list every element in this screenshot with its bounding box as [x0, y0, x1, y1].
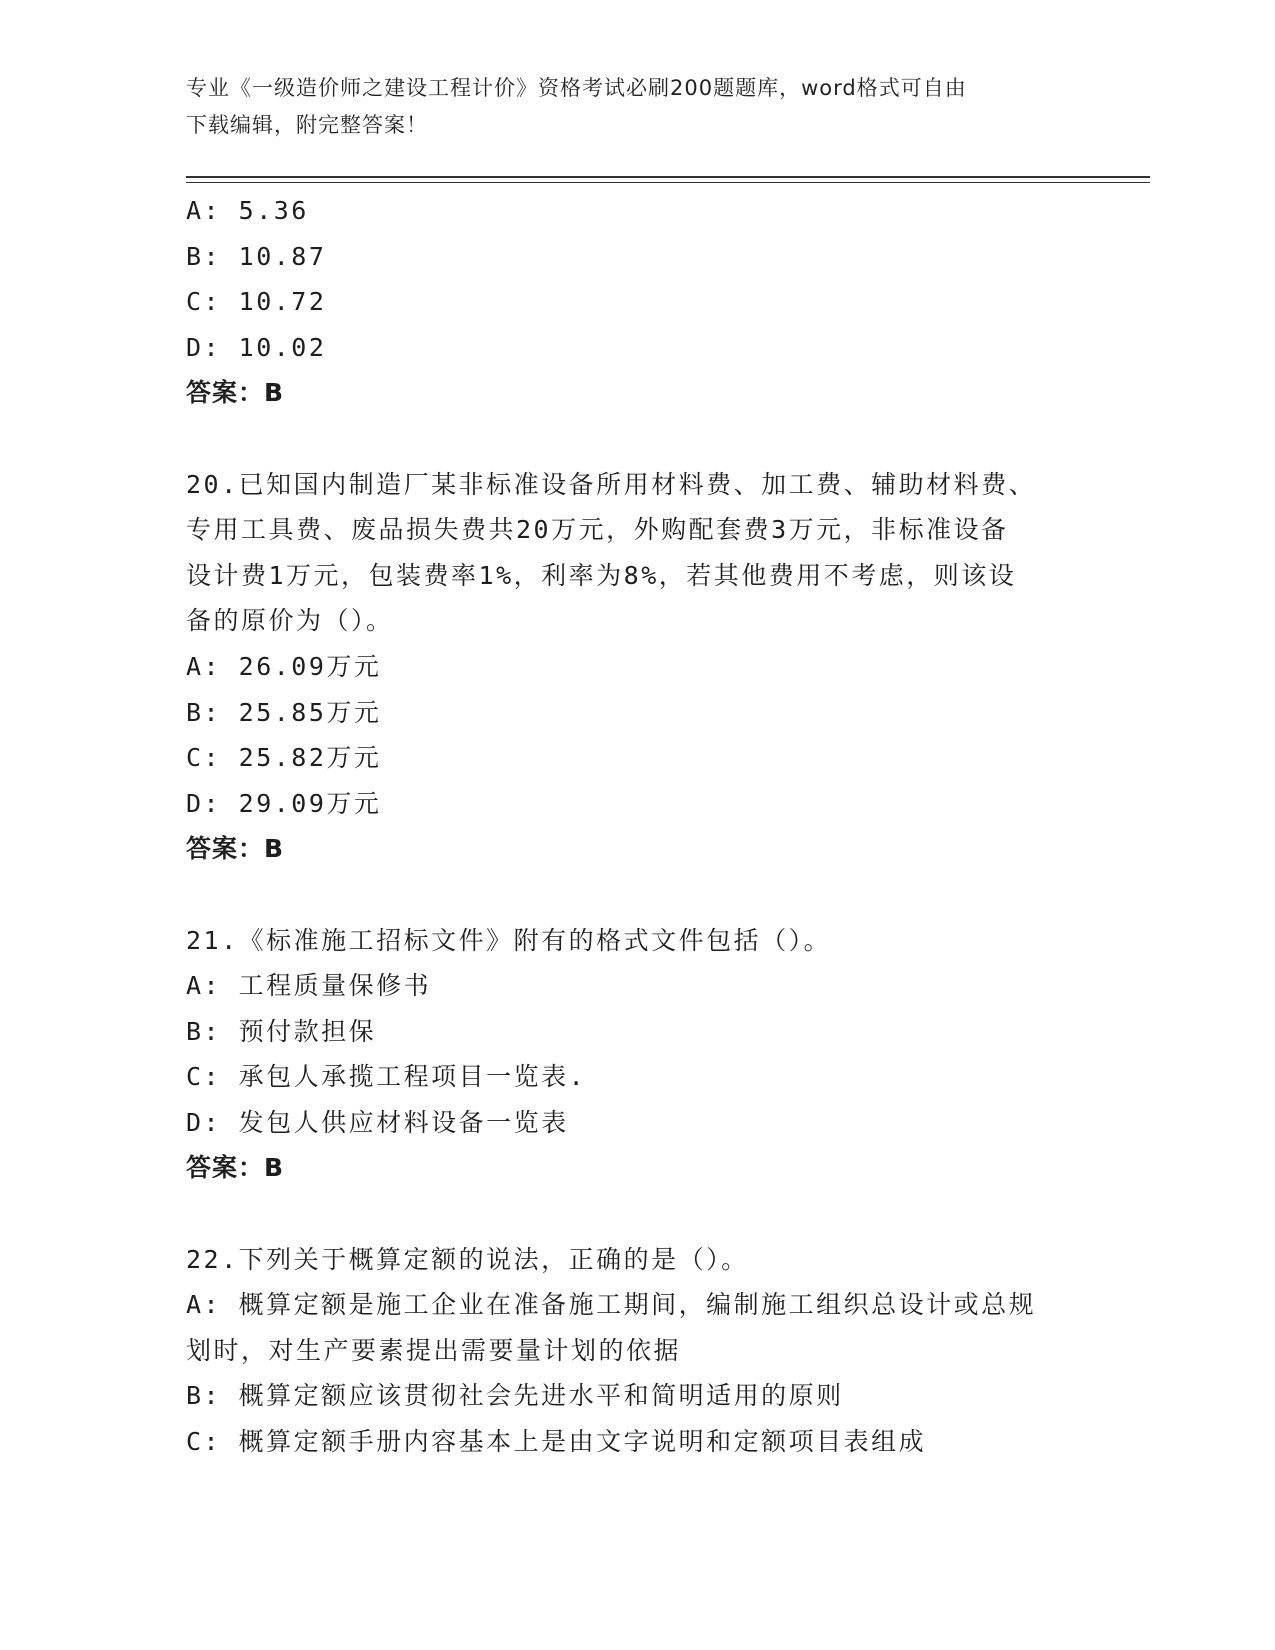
question-stem-line: 设计费1万元，包装费率1%，利率为8%，若其他费用不考虑，则该设 [186, 560, 1017, 590]
spacer [186, 872, 1086, 918]
option-a: A: 26.09万元 [186, 651, 382, 681]
option-d: D: 29.09万元 [186, 788, 382, 818]
spacer [186, 1191, 1086, 1237]
page-header [186, 70, 1086, 144]
question-stem-line: 22.下列关于概算定额的说法，正确的是（）。 [186, 1244, 749, 1274]
option-a: A: 5.36 [186, 196, 309, 225]
option-c: C: 承包人承揽工程项目一览表. [186, 1062, 587, 1092]
option-b: B: 25.85万元 [186, 697, 382, 727]
header-divider [186, 176, 1150, 183]
option-b: B: 概算定额应该贯彻社会先进水平和简明适用的原则 [186, 1381, 844, 1411]
option-c: C: 10.72 [186, 287, 327, 317]
answer-line: 答案：B [186, 378, 285, 408]
header-line-2: 下载编辑，附完整答案！ [186, 113, 428, 137]
question-22 [186, 1237, 1086, 1465]
option-a: A: 工程质量保修书 [186, 971, 432, 1001]
question-stem-line: 备的原价为（）。 [186, 606, 394, 636]
answer-line: 答案：B [186, 1153, 285, 1183]
header-line-1: 专业《一级造价师之建设工程计价》资格考试必刷200题题库，word格式可自由 [186, 76, 967, 100]
answer-line: 答案：B [186, 834, 285, 864]
question-content [186, 188, 1086, 1465]
question-stem-line: 20.已知国内制造厂某非标准设备所用材料费、加工费、辅助材料费、 [186, 469, 1037, 499]
question-21 [186, 918, 1086, 1192]
option-a-continued: 划时，对生产要素提出需要量计划的依据 [186, 1335, 682, 1365]
option-c: C: 25.82万元 [186, 743, 382, 773]
option-d: D: 发包人供应材料设备一览表 [186, 1107, 569, 1137]
question-stem-line: 专用工具费、废品损失费共20万元，外购配套费3万元，非标准设备 [186, 515, 1009, 545]
option-a: A: 概算定额是施工企业在准备施工期间，编制施工组织总设计或总规 [186, 1290, 1037, 1320]
question-stem-line: 21.《标准施工招标文件》附有的格式文件包括（）。 [186, 925, 832, 955]
spacer [186, 416, 1086, 462]
option-b: B: 预付款担保 [186, 1016, 377, 1046]
option-d: D: 10.02 [186, 332, 327, 362]
option-b: B: 10.87 [186, 241, 327, 271]
option-c: C: 概算定额手册内容基本上是由文字说明和定额项目表组成 [186, 1427, 927, 1457]
question-20 [186, 462, 1086, 872]
question-19 [186, 188, 1086, 416]
